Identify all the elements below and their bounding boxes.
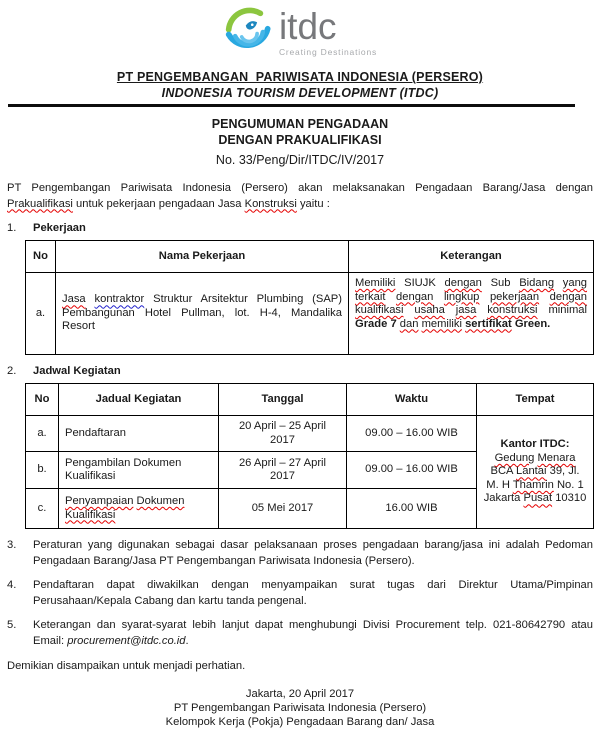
signature-committee: Kelompok Kerja (Pokja) Pengadaan Barang dan/ Jasa [165, 715, 435, 728]
item-4-number: 4. [7, 579, 17, 591]
jadwal-table [25, 383, 594, 529]
row-b-kegiatan: Pengambilan Dokumen Kualifikasi [59, 452, 219, 489]
column-header-waktu: Waktu [347, 384, 477, 416]
row-a-keterangan: Memiliki SIUJK dengan Sub Bidang yang terkait dengan lingkup pekerjaan dengan kualifikasi usaha jasa konstruksi minimal Grade 7 dan memiliki sertifikat Green. [349, 273, 594, 355]
item-4-text: Pendaftaran dapat diwakilkan dengan menyampaikan surat tugas dari Direktur Utama/Pimpinan Perusahaan/Kepala Cabang dan kartu tanda pengenal. [33, 579, 593, 607]
table-row [26, 416, 594, 452]
column-header-no: No [26, 241, 56, 273]
row-c-tanggal: 05 Mei 2017 [219, 489, 347, 529]
row-a-nama-pekerjaan: Jasa kontraktor Struktur Arsitektur Plumbing (SAP) Pembangunan Hotel Pullman, lot. H-4, Mandalika Resort [56, 273, 349, 355]
company-name-indonesian: PT PENGEMBANGAN PARIWISATA INDONESIA (PERSERO) [116, 70, 484, 84]
item-3 [7, 538, 593, 569]
item-5-text: Keterangan dan syarat-syarat lebih lanjut dapat menghubungi Divisi Procurement telp. 021-80642790 atau Email: procurement@itdc.co.id. [33, 619, 593, 647]
item-4 [7, 578, 593, 609]
row-a-tanggal: 20 April – 25 April 2017 [219, 416, 347, 452]
section-1-title: Pekerjaan [33, 222, 86, 234]
row-b-tanggal: 26 April – 27 April 2017 [219, 452, 347, 489]
section-2-number: 2. [7, 365, 17, 377]
signature-place-date: Jakarta, 20 April 2017 [245, 687, 355, 700]
closing-line: Demikian disampaikan untuk menjadi perhatian. [7, 660, 246, 672]
row-a-kegiatan: Pendaftaran [59, 416, 219, 452]
column-header-no: No [26, 384, 59, 416]
item-5 [7, 618, 593, 649]
item-3-number: 3. [7, 539, 17, 551]
row-c-kegiatan: Penyampaian Dokumen Kualifikasi [59, 489, 219, 529]
itdc-tagline: Creating Destinations [278, 47, 378, 57]
table-row [26, 273, 594, 355]
itdc-logo-text [278, 6, 378, 57]
row-a-no: a. [26, 273, 56, 355]
row-c-waktu: 16.00 WIB [347, 489, 477, 529]
header-rule [8, 104, 575, 107]
section-1-number: 1. [7, 222, 17, 234]
row-c-no: c. [26, 489, 59, 529]
itdc-brand-text: itdc [278, 6, 337, 47]
intro-paragraph: PT Pengembangan Pariwisata Indonesia (Persero) akan melaksanakan Pengadaan Barang/Jasa dengan Prakualifikasi untuk pekerjaan pengadaan Jasa Konstruksi yaitu : [7, 182, 593, 210]
column-header-nama-pekerjaan: Nama Pekerjaan [56, 241, 349, 273]
document-number: No. 33/Peng/Dir/ITDC/IV/2017 [215, 153, 385, 167]
title-line-2: DENGAN PRAKUALIFIKASI [218, 132, 382, 147]
column-header-keterangan: Keterangan [349, 241, 594, 273]
signature-block [7, 687, 593, 729]
company-name-english: INDONESIA TOURISM DEVELOPMENT (ITDC) [161, 85, 439, 100]
section-2-heading [7, 364, 593, 378]
company-header [7, 70, 593, 101]
tempat-merged-cell: Kantor ITDC: Gedung Menara BCA Lantai 39, Jl. M. H Thamrin No. 1 Jakarta Pusat 10310 [477, 416, 594, 529]
pekerjaan-table-header-row [26, 241, 594, 273]
column-header-jadual-kegiatan: Jadual Kegiatan [59, 384, 219, 416]
row-b-no: b. [26, 452, 59, 489]
section-2-title: Jadwal Kegiatan [33, 365, 121, 377]
title-line-1: PENGUMUMAN PENGADAAN [211, 117, 389, 131]
item-3-text: Peraturan yang digunakan sebagai dasar pelaksanaan proses pengadaan barang/jasa ini adalah Pedoman Pengadaan Barang/Jasa PT Pengembangan Pariwisata Indonesia (Persero). [33, 539, 593, 567]
item-5-number: 5. [7, 619, 17, 631]
jadwal-table-header-row [26, 384, 594, 416]
itdc-logo [7, 6, 593, 64]
document-title [7, 117, 593, 148]
section-1-heading [7, 221, 593, 235]
row-b-waktu: 09.00 – 16.00 WIB [347, 452, 477, 489]
row-a-no: a. [26, 416, 59, 452]
row-a-waktu: 09.00 – 16.00 WIB [347, 416, 477, 452]
column-header-tempat: Tempat [477, 384, 594, 416]
pekerjaan-table [25, 240, 594, 355]
column-header-tanggal: Tanggal [219, 384, 347, 416]
itdc-swirl-icon [223, 6, 275, 58]
signature-company: PT Pengembangan Pariwisata Indonesia (Persero) [173, 701, 427, 714]
